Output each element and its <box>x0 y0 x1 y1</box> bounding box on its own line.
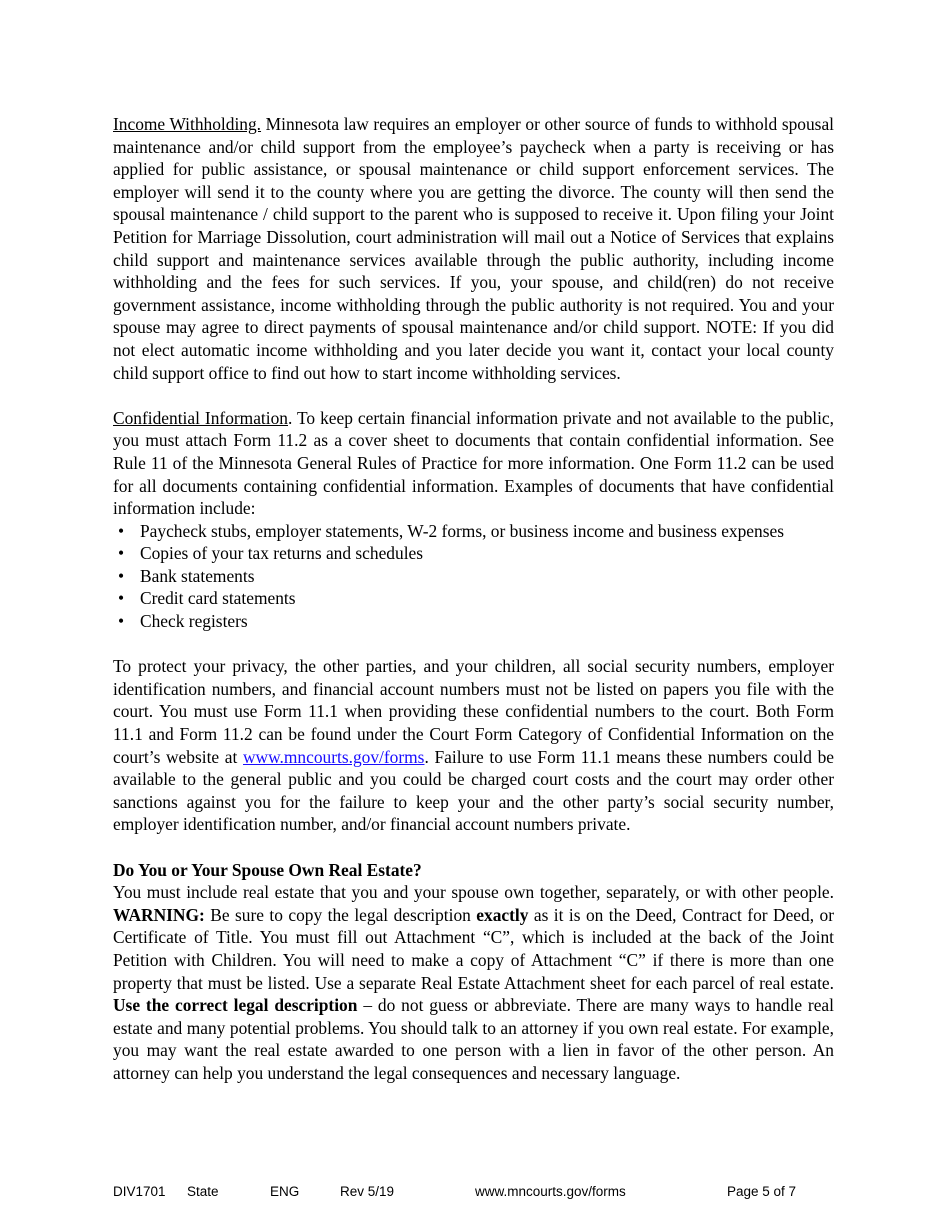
list-item: • Bank statements <box>113 565 834 588</box>
real-estate-text: as it is on the Deed, Contract for Deed, or Certificate of Title. You must fill out Attachment “C”, which is included at the back of the Joint Petition with Children. You will need to make a copy of Attachment “C” if there is more than one property that must be listed. Use a separate Real Estate Attachment sheet for each parcel of real estate. <box>113 904 834 993</box>
mncourts-forms-link[interactable]: www.mncourts.gov/forms <box>243 746 425 767</box>
footer-language: ENG <box>270 1184 300 1199</box>
list-item: • Check registers <box>113 610 834 633</box>
footer-jurisdiction: State <box>187 1184 219 1199</box>
footer-revision: Rev 5/19 <box>340 1184 395 1199</box>
income-withholding-paragraph <box>113 113 834 384</box>
privacy-paragraph <box>113 655 834 836</box>
confidential-info-heading: Confidential Information <box>113 407 288 428</box>
real-estate-heading: Do You or Your Spouse Own Real Estate? <box>113 859 422 880</box>
confidential-info-text: . To keep certain financial information private and not available to the public, you must attach Form 11.2 as a cover sheet to documents that contain confidential information. See Rule 11 of the Minnesota General Rules of Practice for more information. One Form 11.2 can be used for all documents containing confidential information. Examples of documents that have confidential information include: <box>113 407 834 519</box>
warning-label: WARNING: <box>113 904 205 925</box>
emphasis-exactly: exactly <box>476 904 529 925</box>
list-item: • Copies of your tax returns and schedules <box>113 542 834 565</box>
real-estate-text: Be sure to copy the legal description <box>204 904 477 925</box>
real-estate-paragraph <box>113 881 834 1084</box>
real-estate-text: You must include real estate that you and your spouse own together, separately, or with other people. <box>113 882 834 903</box>
confidential-info-paragraph <box>113 407 834 520</box>
list-item: • Paycheck stubs, employer statements, W-2 forms, or business income and business expenses <box>113 520 834 543</box>
income-withholding-text: Minnesota law requires an employer or other source of funds to withhold spousal maintenance and/or child support from the employee’s paycheck when a party is receiving or has applied for public assistance, or spousal maintenance or child support enforcement services. The employer will send it to the county where you are getting the divorce. The county will then send the spousal maintenance / child support to the parent who is supposed to receive it. Upon filing your Joint Petition for Marriage Dissolution, court administration will mail out a Notice of Services that explains child support and maintenance services available through the public authority, including income withholding and the fees for such services. If you, your spouse, and child(ren) do not receive government assistance, income withholding through the public authority is not required. You and your spouse may agree to direct payments of spousal maintenance and/or child support. NOTE: If you did not elect automatic income withholding and you later decide you want it, contact your local county child support office to find out how to start income withholding services. <box>113 114 835 383</box>
document-body <box>113 113 834 1085</box>
footer-page-number: Page 5 of 7 <box>727 1184 797 1199</box>
list-item: • Credit card statements <box>113 587 834 610</box>
footer-url: www.mncourts.gov/forms <box>475 1184 626 1199</box>
confidential-documents-list <box>113 520 834 633</box>
income-withholding-heading: Income Withholding. <box>113 114 262 134</box>
real-estate-text: – do not guess or abbreviate. There are many ways to handle real estate and many potential problems. You should talk to an attorney if you own real estate. For example, you may want the real estate awarded to one person with a lien in favor of the other person. An attorney can help you understand the legal consequences and necessary language. <box>113 995 834 1083</box>
footer-form-id: DIV1701 <box>113 1184 166 1199</box>
privacy-text: To protect your privacy, the other parties, and your children, all social security numbers, employer identification numbers, and financial account numbers must not be listed on papers you file with the court. You must use Form 11.1 when providing these confidential numbers to the court. Both Form 11.1 and Form 11.2 can be found under the Court Form Category of Confidential Information on the court’s website at <box>113 656 834 767</box>
emphasis-legal-description: Use the correct legal description <box>113 995 358 1016</box>
privacy-text-cont: . Failure to use Form 11.1 means these numbers could be available to the general public and you could be charged court costs and the court may order other sanctions against you for the failure to keep your and the other party’s social security number, employer identification number, and/or financial account numbers private. <box>113 746 834 835</box>
